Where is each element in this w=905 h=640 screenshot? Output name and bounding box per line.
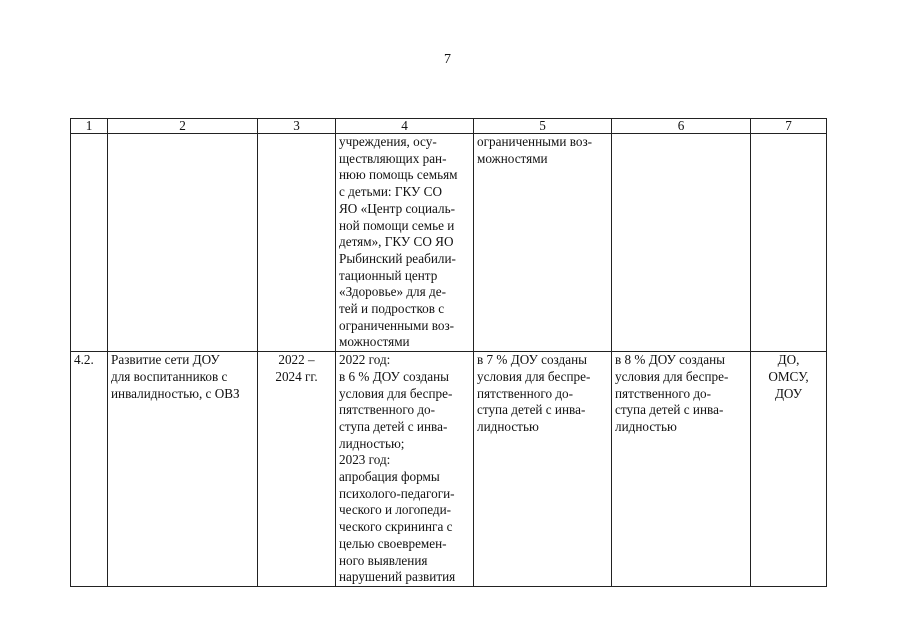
text-line: пятственного до- xyxy=(615,385,712,401)
text-line: 2022 – xyxy=(278,352,315,368)
cont-col5-cell xyxy=(474,134,612,352)
text-line: нарушений развития xyxy=(339,569,456,585)
column-number-2: 2 xyxy=(108,119,258,134)
col4-results-cell xyxy=(336,352,474,587)
text-line: с детьми: ГКУ СО xyxy=(339,184,442,200)
text-line: ного выявления xyxy=(339,552,428,568)
text-line: лидностью; xyxy=(339,435,405,451)
text-line: в 7 % ДОУ созданы xyxy=(477,352,588,368)
table-row-4-2 xyxy=(71,352,827,587)
text-line: ограниченными воз- xyxy=(339,317,455,333)
text-line: пятственного до- xyxy=(339,402,436,418)
text-line: условия для беспре- xyxy=(477,368,591,384)
row-number-cell: 4.2. xyxy=(71,352,108,587)
col6-results-cell xyxy=(612,352,751,587)
text-line: можностями xyxy=(477,150,548,166)
text-line: тационный центр xyxy=(339,267,438,283)
measures-table xyxy=(70,118,827,587)
text-line: ДОУ xyxy=(774,385,803,401)
cont-period-cell xyxy=(258,134,336,352)
text-line: тей и подростков с xyxy=(339,301,445,317)
text-line: в 6 % ДОУ созданы xyxy=(339,368,450,384)
col5-results-cell xyxy=(474,352,612,587)
text-line: Рыбинский реабили- xyxy=(339,250,456,266)
column-number-7: 7 xyxy=(751,119,827,134)
text-line: «Здоровье» для де- xyxy=(339,284,446,300)
responsible-cell xyxy=(751,352,827,587)
text-line: лидностью xyxy=(615,418,677,434)
text-line: учреждения, осу- xyxy=(339,134,437,149)
text-line: условия для беспре- xyxy=(339,385,453,401)
column-number-3: 3 xyxy=(258,119,336,134)
text-line: для воспитанников с xyxy=(111,368,228,384)
text-line: ступа детей с инва- xyxy=(477,402,586,418)
text-line: ществляющих ран- xyxy=(339,150,447,166)
continuation-row xyxy=(71,134,827,352)
text-line: условия для беспре- xyxy=(615,368,729,384)
text-line: ческого скрининга с xyxy=(339,519,453,535)
text-line: ОМСУ, xyxy=(768,368,809,384)
cont-number-cell xyxy=(71,134,108,352)
text-line: ДО, xyxy=(777,352,800,368)
column-number-row xyxy=(71,119,827,134)
cont-col4-cell xyxy=(336,134,474,352)
column-number-5: 5 xyxy=(474,119,612,134)
text-line: лидностью xyxy=(477,418,539,434)
text-line: 2024 гг. xyxy=(275,368,318,384)
text-line: ступа детей с инва- xyxy=(339,418,448,434)
page-number: 7 xyxy=(444,52,451,67)
cont-col7-cell xyxy=(751,134,827,352)
period-cell xyxy=(258,352,336,587)
cont-col6-cell xyxy=(612,134,751,352)
text-line: можностями xyxy=(339,334,410,350)
text-line: в 8 % ДОУ созданы xyxy=(615,352,726,368)
text-line: ческого и логопеди- xyxy=(339,502,452,518)
text-line: 2022 год: xyxy=(339,352,391,368)
text-line: ограниченными воз- xyxy=(477,134,593,149)
column-number-6: 6 xyxy=(612,119,751,134)
text-line: инвалидностью, с ОВЗ xyxy=(111,385,240,401)
text-line: нюю помощь семьям xyxy=(339,167,458,183)
column-number-4: 4 xyxy=(336,119,474,134)
text-line: апробация формы xyxy=(339,469,440,485)
measure-cell xyxy=(108,352,258,587)
column-number-1: 1 xyxy=(71,119,108,134)
text-line: Развитие сети ДОУ xyxy=(111,352,220,368)
text-line: психолого-педагоги- xyxy=(339,485,455,501)
text-line: 2023 год: xyxy=(339,452,391,468)
text-line: детям», ГКУ СО ЯО xyxy=(339,234,454,250)
text-line: ЯО «Центр социаль- xyxy=(339,200,455,216)
cont-measure-cell xyxy=(108,134,258,352)
text-line: целью своевремен- xyxy=(339,535,447,551)
text-line: ступа детей с инва- xyxy=(615,402,724,418)
text-line: ной помощи семье и xyxy=(339,217,455,233)
text-line: пятственного до- xyxy=(477,385,574,401)
